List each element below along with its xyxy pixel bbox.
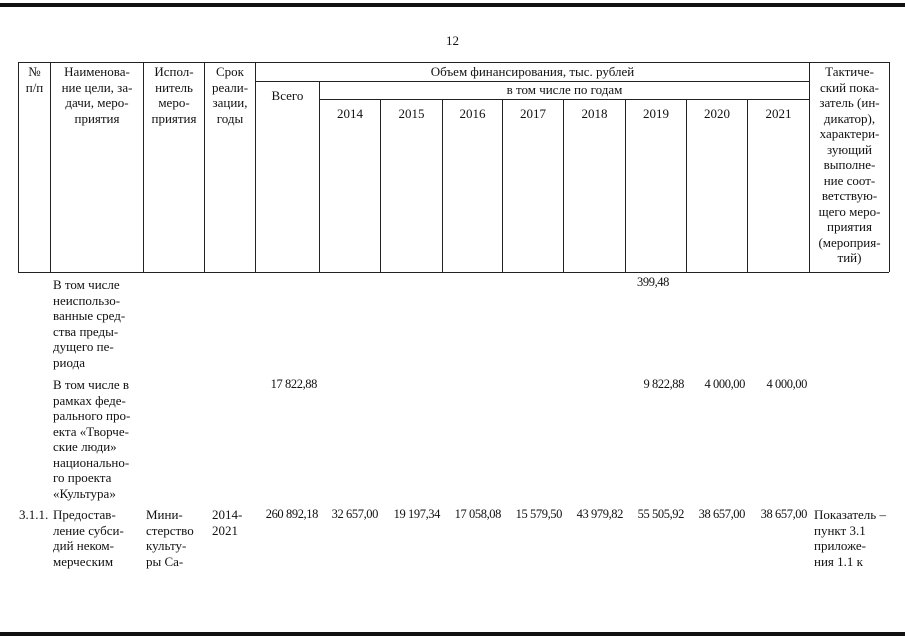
header-year-2016: 2016 — [459, 106, 486, 121]
row-2-2019: 9 822,88 — [643, 377, 684, 391]
row-3-2018: 43 979,82 — [576, 507, 623, 521]
row-3-total: 260 892,18 — [265, 507, 318, 521]
row-3-2020: 38 657,00 — [698, 507, 745, 521]
grid-line-years-header-bottom — [319, 99, 809, 100]
header-number: № п/п — [25, 64, 44, 95]
header-year-2018: 2018 — [581, 106, 608, 121]
row-3-2019: 55 505,92 — [637, 507, 684, 521]
row-3-name: Предостав- ление субси- дий неком- мерческим — [53, 507, 124, 569]
row-2-2021: 4 000,00 — [766, 377, 807, 391]
bottom-rule — [0, 632, 905, 636]
row-3-2014: 32 657,00 — [331, 507, 378, 521]
row-3-executor: Мини- стерство культу- ры Са- — [146, 507, 194, 569]
row-2-total: 17 822,88 — [270, 377, 317, 391]
row-3-term: 2014- 2021 — [212, 507, 243, 538]
row-2-2020: 4 000,00 — [704, 377, 745, 391]
row-2-name: В том числе в рамках феде- рального про- екта «Творче- ские люди» национально- го проекта «Культура» — [53, 377, 131, 501]
row-3-2016: 17 058,08 — [454, 507, 501, 521]
grid-line-top — [18, 62, 889, 63]
header-name: Наименова- ние цели, за- дачи, меро- приятия — [61, 64, 133, 126]
header-by-years: в том числе по годам — [506, 82, 623, 97]
page-number: 12 — [446, 33, 459, 48]
header-term: Срок реали- зации, годы — [211, 64, 249, 126]
grid-vline-7 — [442, 99, 443, 272]
row-1-2019: 399,48 — [637, 275, 669, 289]
row-3-number: 3.1.1. — [19, 507, 49, 522]
grid-vline-8 — [502, 99, 503, 272]
header-year-2014: 2014 — [337, 106, 363, 121]
header-total: Всего — [271, 88, 304, 103]
header-indicator: Тактиче- ский пока- затель (ин- дикатор), характери- зующий выполне- ние соот- ветствую- щего меро- приятия (мероприя- тий) — [818, 64, 881, 265]
grid-vline-11 — [686, 99, 687, 272]
header-funding: Объем финансирования, тыс. рублей — [430, 64, 635, 79]
row-3-indicator: Показатель – пункт 3.1 приложе- ния 1.1 к — [814, 507, 886, 569]
row-3-2021: 38 657,00 — [760, 507, 807, 521]
grid-vline-14 — [889, 62, 890, 272]
header-year-2015: 2015 — [398, 106, 425, 121]
header-year-2017: 2017 — [520, 106, 546, 121]
row-3-2015: 19 197,34 — [393, 507, 440, 521]
grid-line-header-bottom — [18, 272, 889, 273]
grid-vline-12 — [747, 99, 748, 272]
grid-vline-10 — [625, 99, 626, 272]
header-year-2021: 2021 — [765, 106, 792, 121]
row-1-name: В том числе неиспользо- ванные сред- ства преды- дущего пе- риода — [53, 277, 126, 370]
row-3-2017: 15 579,50 — [515, 507, 562, 521]
grid-vline-6 — [380, 99, 381, 272]
grid-vline-9 — [563, 99, 564, 272]
header-year-2019: 2019 — [643, 106, 669, 121]
header-year-2020: 2020 — [704, 106, 730, 121]
header-executor: Испол- нитель меро- приятия — [151, 64, 197, 126]
